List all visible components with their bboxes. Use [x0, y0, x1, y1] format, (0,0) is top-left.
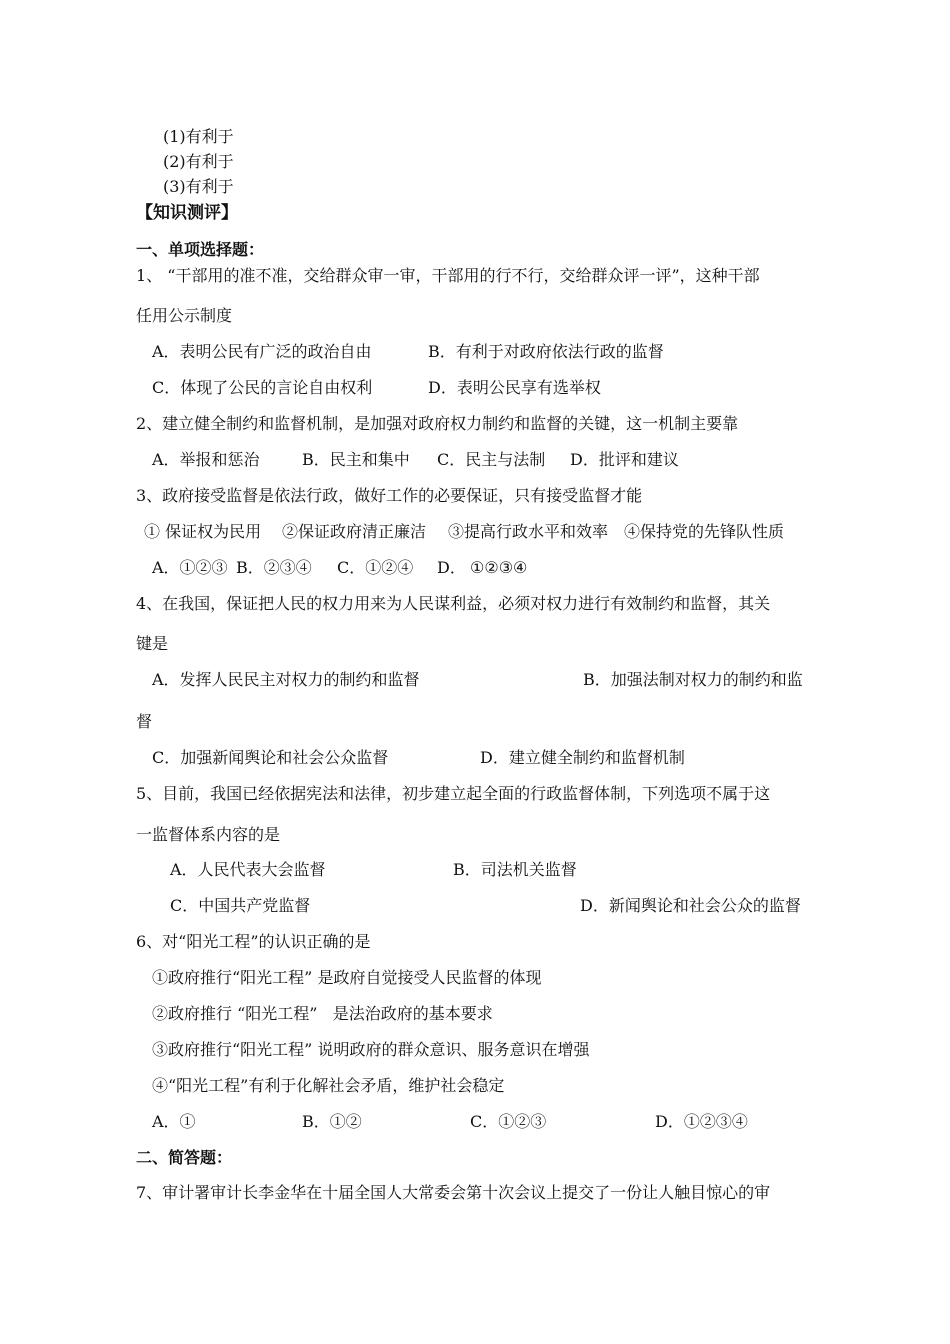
- q6-statement-4: ④“阳光工程”有利于化解社会矛盾，维护社会稳定: [152, 1076, 505, 1095]
- q7-stem-line1: 7、审计署审计长李金华在十届全国人大常委会第十次会议上提交了一份让人触目惊心的审: [136, 1183, 771, 1202]
- q5-stem-line1: 5、目前，我国已经依据宪法和法律，初步建立起全面的行政监督体制，下列选项不属于这: [136, 784, 771, 803]
- q5-option-a: A．人民代表大会监督: [170, 860, 326, 879]
- q4-option-a: A．发挥人民民主对权力的制约和监督: [152, 670, 420, 689]
- q1-stem-line1: 1、 “干部用的准不准，交给群众审一审，干部用的行不行，交给群众评一评”，这种干部: [136, 266, 760, 285]
- q1-option-b: B．有利于对政府依法行政的监督: [428, 342, 664, 361]
- q6-statement-3: ③政府推行“阳光工程” 说明政府的群众意识、服务意识在增强: [152, 1040, 590, 1059]
- q4-option-d: D．建立健全制约和监督机制: [480, 748, 685, 767]
- q4-stem-line2: 键是: [136, 634, 169, 653]
- q3-option-c: C．①②④: [337, 558, 414, 577]
- q6-option-a: A．①: [152, 1112, 196, 1131]
- q4-stem-line1: 4、在我国，保证把人民的权力用来为人民谋利益，必须对权力进行有效制约和监督，其关: [136, 594, 771, 613]
- q6-option-c: C．①②③: [470, 1112, 547, 1131]
- q4-option-c: C．加强新闻舆论和社会公众监督: [152, 748, 389, 767]
- q4-option-b-continued: 督: [136, 712, 153, 731]
- q3-statement-2: ②保证政府清正廉洁: [282, 522, 427, 541]
- q6-option-b: B．①②: [302, 1112, 362, 1131]
- section-title: 【知识测评】: [136, 203, 238, 223]
- q3-statement-4: ④保持党的先锋队性质: [624, 522, 785, 541]
- q3-statement-3: ③提高行政水平和效率: [448, 522, 609, 541]
- q5-option-b: B．司法机关监督: [453, 860, 577, 879]
- part2-heading: 二、简答题：: [136, 1148, 233, 1167]
- q1-option-a: A．表明公民有广泛的政治自由: [152, 342, 372, 361]
- intro-item-3: (3)有利于: [163, 177, 234, 196]
- q5-option-c: C．中国共产党监督: [170, 896, 311, 915]
- part1-heading: 一、单项选择题：: [136, 240, 265, 259]
- q1-stem-line2: 任用公示制度: [136, 306, 233, 325]
- q6-option-d: D．①②③④: [655, 1112, 748, 1131]
- q3-stem: 3、政府接受监督是依法行政，做好工作的必要保证，只有接受监督才能: [136, 486, 643, 505]
- q2-stem: 2、建立健全制约和监督机制，是加强对政府权力制约和监督的关键，这一机制主要靠: [136, 414, 739, 433]
- q2-option-a: A．举报和惩治: [152, 450, 260, 469]
- q3-statement-1: ① 保证权为民用: [144, 522, 262, 541]
- intro-item-1: (1)有利于: [163, 127, 234, 146]
- q6-statement-2: ②政府推行 “阳光工程” 是法治政府的基本要求: [152, 1004, 493, 1023]
- q3-option-d: D．: [437, 558, 466, 577]
- q2-option-b: B．民主和集中: [302, 450, 410, 469]
- q3-option-b: B．②③④: [236, 558, 312, 577]
- q5-option-d: D．新闻舆论和社会公众的监督: [580, 896, 801, 915]
- intro-item-2: (2)有利于: [163, 152, 234, 171]
- q2-option-c: C．民主与法制: [437, 450, 546, 469]
- q4-option-b: B．加强法制对权力的制约和监: [583, 670, 803, 689]
- q6-stem: 6、对“阳光工程”的认识正确的是: [136, 932, 371, 951]
- q1-option-c: C．体现了公民的言论自由权利: [152, 378, 373, 397]
- q3-option-d-value: ①②③④: [470, 558, 528, 577]
- q1-option-d: D．表明公民享有选举权: [428, 378, 601, 397]
- q6-statement-1: ①政府推行“阳光工程” 是政府自觉接受人民监督的体现: [152, 968, 542, 987]
- q2-option-d: D．批评和建议: [570, 450, 679, 469]
- q5-stem-line2: 一监督体系内容的是: [136, 825, 281, 844]
- q3-option-a: A．①②③: [152, 558, 228, 577]
